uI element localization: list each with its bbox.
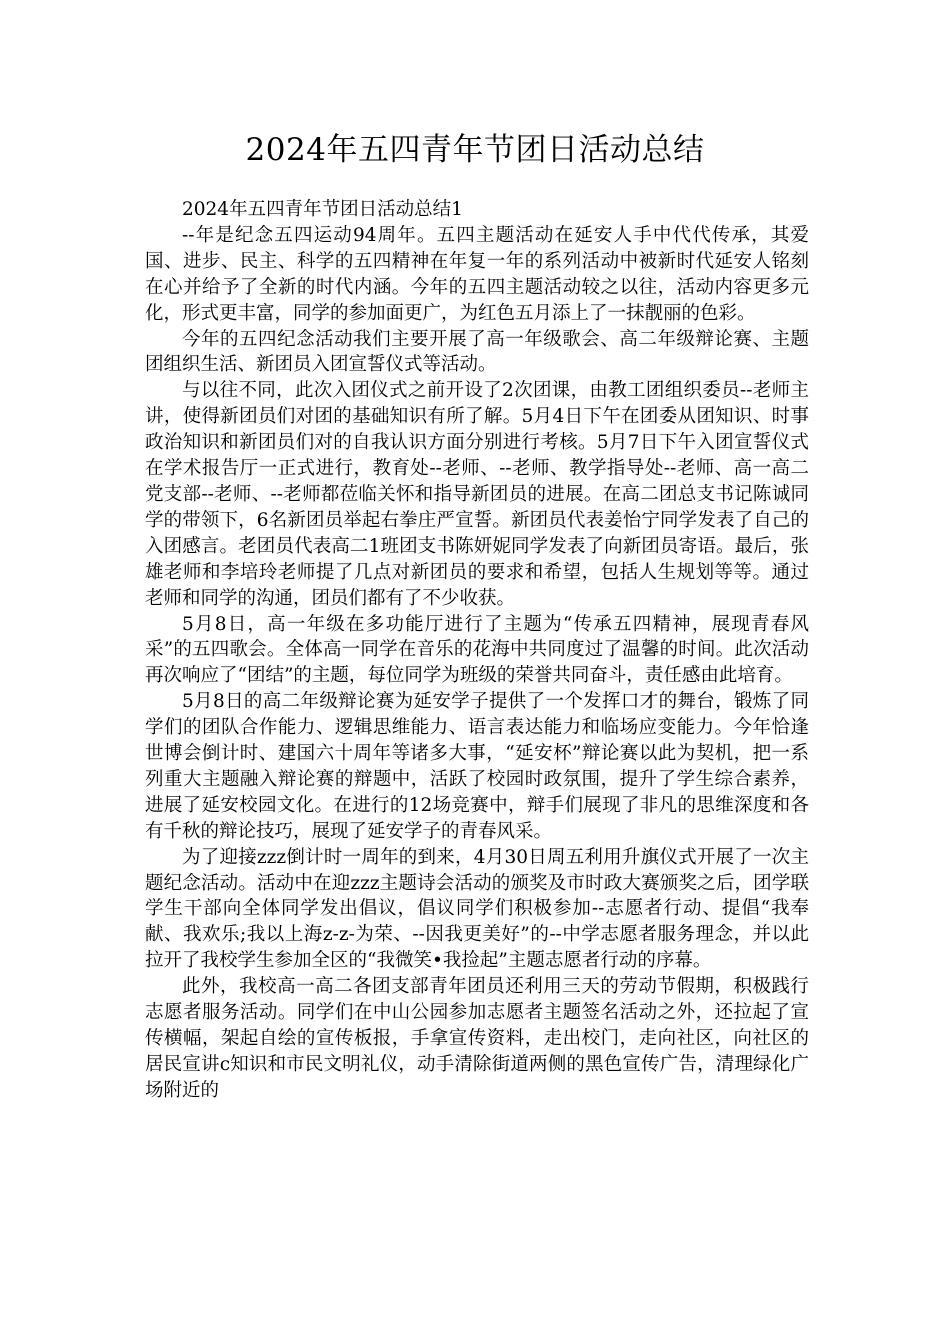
body-paragraph: --年是纪念五四运动94周年。五四主题活动在延安人手中代代传承，其爱国、进步、民主、科学的五四精神在年复一年的系列活动中被新时代延安人铭刻在心并给予了全新的时代内涵。今年的五四主题活动较之以往，活动内容更多元化，形式更丰富，同学的参加面更广，为红色五月添上了一抹靓丽的色彩。 — [145, 224, 809, 324]
document-title: 2024年五四青年节团日活动总结 — [245, 132, 705, 168]
body-paragraph: 今年的五四纪念活动我们主要开展了高一年级歌会、高二年级辩论赛、主题团组织生活、新团员入团宣誓仪式等活动。 — [145, 328, 809, 376]
document-body — [145, 197, 809, 1104]
body-paragraph: 5月8日的高二年级辩论赛为延安学子提供了一个发挥口才的舞台，锻炼了同学们的团队合作能力、逻辑思维能力、语言表达能力和临场应变能力。今年恰逢世博会倒计时、建国六十周年等诸多大事，“延安杯”辩论赛以此为契机，把一系列重大主题融入辩论赛的辩题中，活跃了校园时政氛围，提升了学生综合素养，进展了延安校园文化。在进行的12场竞赛中，辩手们展现了非凡的思维深度和各有千秋的辩论技巧，展现了延安学子的青春风采。 — [145, 691, 809, 842]
body-paragraph: 5月8日，高一年级在多功能厅进行了主题为“传承五四精神，展现青春风采”的五四歌会。全体高一同学在音乐的花海中共同度过了温馨的时间。此次活动再次响应了“团结”的主题，每位同学为班级的荣誉共同奋斗，责任感由此培育。 — [145, 613, 809, 687]
body-paragraph: 为了迎接zzz倒计时一周年的到来，4月30日周五利用升旗仪式开展了一次主题纪念活动。活动中在迎zzz主题诗会活动的颁奖及市时政大赛颁奖之后，团学联学生干部向全体同学发出倡议，倡议同学们积极参加--志愿者行动、提倡“我奉献、我欢乐;我以上海z-z-为荣、--因我更美好”的--中学志愿者服务理念，并以此拉开了我校学生参加全区的“我微笑•我捡起”主题志愿者行动的序幕。 — [145, 846, 809, 972]
body-paragraph: 与以往不同，此次入团仪式之前开设了2次团课，由教工团组织委员--老师主讲，使得新团员们对团的基础知识有所了解。5月4日下午在团委从团知识、时事政治知识和新团员们对的自我认识方面分别进行考核。5月7日下午入团宣誓仪式在学术报告厅一正式进行，教育处--老师、--老师、教学指导处--老师、高一高二党支部--老师、--老师都莅临关怀和指导新团员的进展。在高二团总支书记陈诚同学的带领下，6名新团员举起右拳庄严宣誓。新团员代表姜怡宁同学发表了自己的入团感言。老团员代表高二1班团支书陈妍妮同学发表了向新团员寄语。最后，张雄老师和李培玲老师提了几点对新团员的要求和希望，包括人生规划等等。通过老师和同学的沟通，团员们都有了不少收获。 — [145, 380, 809, 609]
body-paragraph: 此外，我校高一高二各团支部青年团员还利用三天的劳动节假期，积极践行志愿者服务活动。同学们在中山公园参加志愿者主题签名活动之外，还拉起了宣传横幅，架起自绘的宣传板报，手拿宣传资料，走出校门，走向社区，向社区的居民宣讲c知识和市民文明礼仪，动手清除街道两侧的黑色宣传广告，清理绿化广场附近的 — [145, 976, 809, 1101]
subtitle-paragraph: 2024年五四青年节团日活动总结1 — [182, 199, 463, 220]
